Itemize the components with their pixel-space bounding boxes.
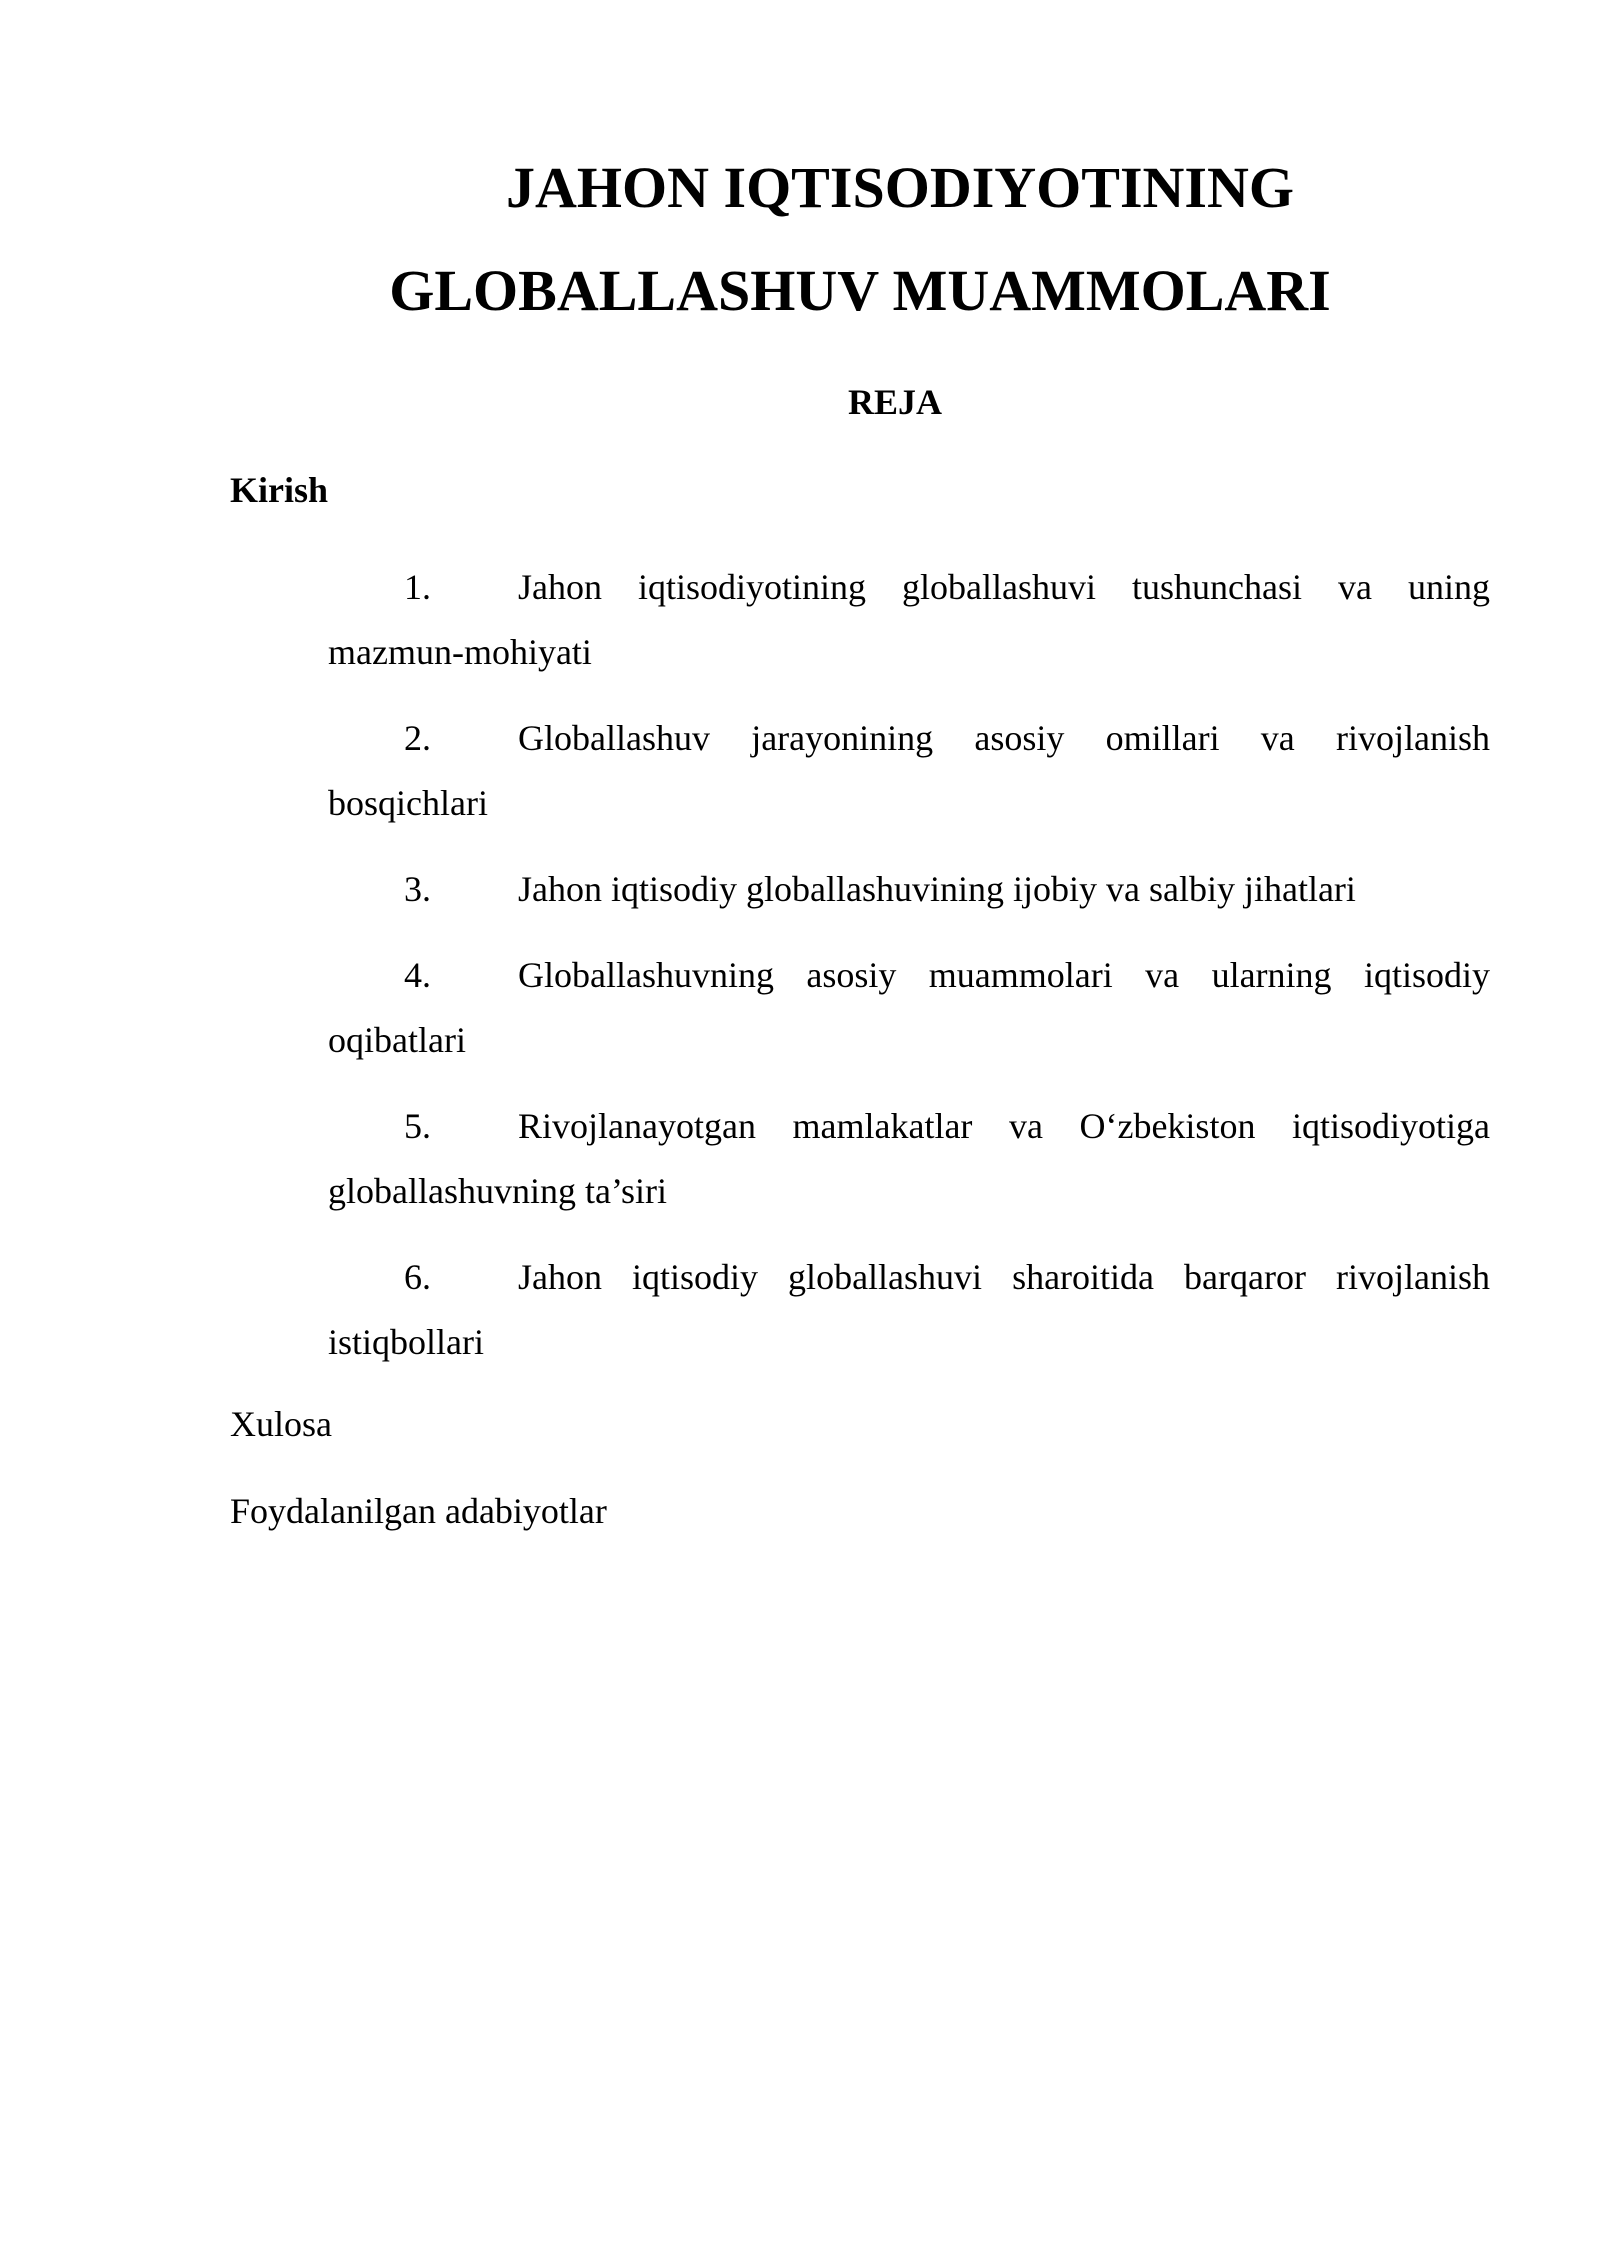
plan-item-number: 3. bbox=[404, 869, 431, 909]
plan-item-text: Globallashuv jarayonining asosiy omillari va rivojlanish bosqichlari bbox=[328, 718, 1490, 823]
plan-item-number: 4. bbox=[404, 955, 431, 995]
plan-item-6 bbox=[328, 1245, 1490, 1375]
plan-item-5 bbox=[328, 1094, 1490, 1224]
plan-item-text: Jahon iqtisodiy globallashuvi sharoitida barqaror rivojlanish istiqbollari bbox=[328, 1257, 1490, 1362]
intro-heading: Kirish bbox=[230, 470, 329, 510]
plan-item-text: Jahon iqtisodiy globallashuvining ijobiy va salbiy jihatlari bbox=[518, 869, 1356, 909]
references-heading: Foydalanilgan adabiyotlar bbox=[230, 1491, 607, 1531]
conclusion-heading: Xulosa bbox=[230, 1404, 332, 1444]
plan-item-text: Jahon iqtisodiyotining globallashuvi tushunchasi va uning mazmun-mohiyati bbox=[328, 567, 1490, 672]
plan-list bbox=[328, 555, 1490, 1396]
plan-item-number: 6. bbox=[404, 1257, 431, 1297]
plan-item-4 bbox=[328, 943, 1490, 1073]
plan-item-number: 1. bbox=[404, 567, 431, 607]
plan-item-text: Globallashuvning asosiy muammolari va ularning iqtisodiy oqibatlari bbox=[328, 955, 1490, 1060]
document-title-line1: JAHON IQTISODIYOTINING bbox=[506, 155, 1294, 220]
plan-heading: REJA bbox=[847, 382, 942, 422]
plan-item-3 bbox=[328, 857, 1490, 922]
plan-item-text: Rivojlanayotgan mamlakatlar va O‘zbekiston iqtisodiyotiga globallashuvning ta’siri bbox=[328, 1106, 1490, 1211]
plan-item-2 bbox=[328, 706, 1490, 836]
plan-item-number: 2. bbox=[404, 718, 431, 758]
document-title-line2: GLOBALLASHUV MUAMMOLARI bbox=[389, 258, 1331, 323]
plan-item-number: 5. bbox=[404, 1106, 431, 1146]
plan-item-1 bbox=[328, 555, 1490, 685]
